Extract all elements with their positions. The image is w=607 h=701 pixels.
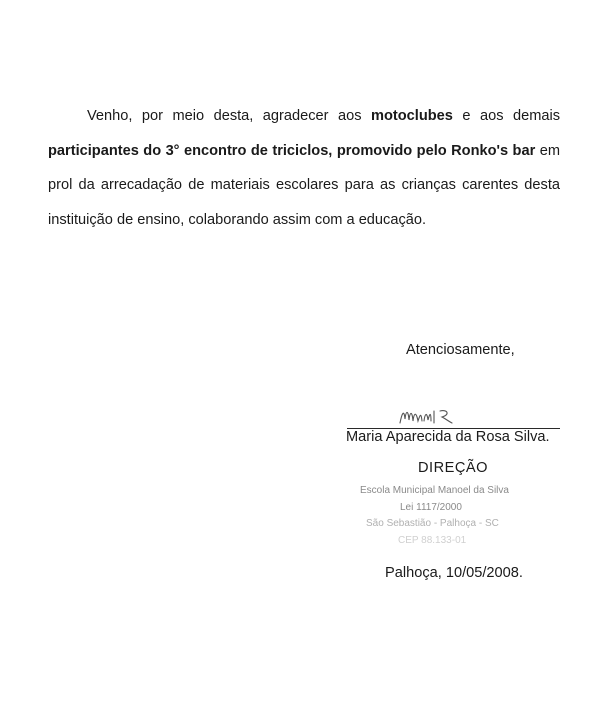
stamp-address: São Sebastião - Palhoça - SC	[366, 518, 499, 529]
letter-mid: e aos demais	[452, 108, 561, 124]
signer-name: Maria Aparecida da Rosa Silva.	[346, 429, 550, 445]
signer-role: DIREÇÃO	[418, 460, 488, 476]
school-stamp	[354, 483, 544, 549]
motoclubes-text: motoclubes	[371, 108, 453, 124]
handwritten-signature	[394, 403, 466, 429]
place-and-date: Palhoça, 10/05/2008.	[385, 565, 523, 581]
letter-intro: Venho, por meio desta, agradecer aos	[87, 108, 371, 124]
letter-body	[48, 99, 560, 237]
stamp-school-name: Escola Municipal Manoel da Silva	[360, 485, 509, 496]
letter-paragraph	[48, 99, 560, 237]
letter-rest: em prol da arrecadação de materiais escolares para as crianças carentes desta instituição de ensino, colaborando assim com a educação.	[48, 142, 561, 228]
stamp-law: Lei 1117/2000	[400, 501, 462, 513]
closing-salutation: Atenciosamente,	[406, 342, 515, 358]
participants-text: participantes do 3° encontro de triciclos, promovido pelo Ronko's bar	[48, 142, 536, 159]
stamp-postal-code: CEP 88.133-01	[398, 534, 467, 546]
